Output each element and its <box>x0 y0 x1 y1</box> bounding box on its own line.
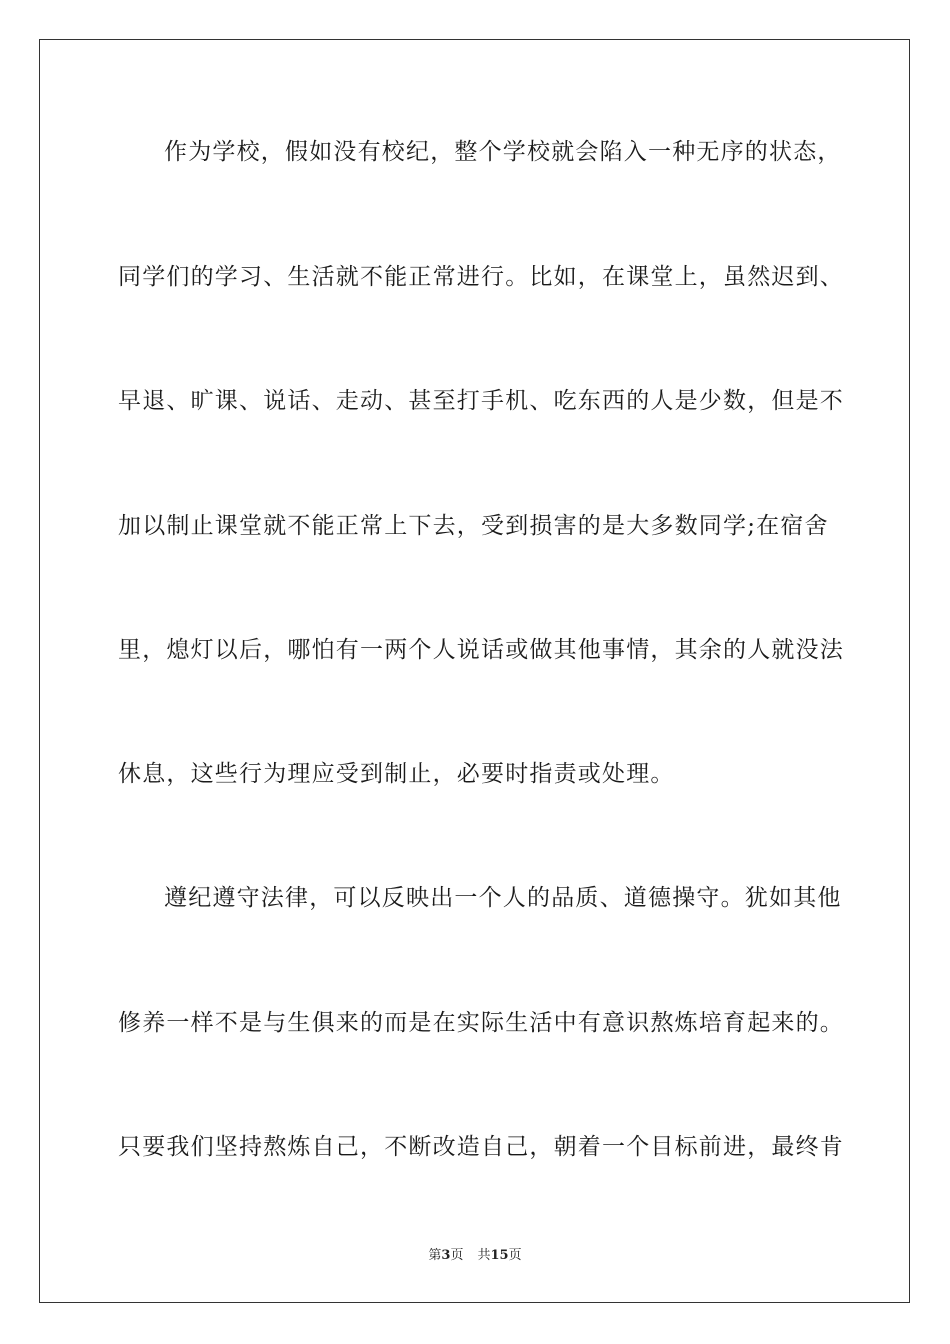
footer-page-suffix: 页 <box>450 1248 464 1263</box>
paragraph-2-line-2: 修养一样不是与生俱来的而是在实际生活中有意识熬炼培育起来的。 <box>118 1010 844 1036</box>
page-footer <box>0 1247 950 1265</box>
footer-total-suffix: 页 <box>508 1248 522 1263</box>
paragraph-1-line-4: 加以制止课堂就不能正常上下去，受到损害的是大多数同学;在宿舍 <box>118 513 829 539</box>
page-border <box>39 39 910 1303</box>
footer-total-prefix: 共 <box>477 1248 491 1263</box>
paragraph-2-line-3: 只要我们坚持熬炼自己，不断改造自己，朝着一个目标前进，最终肯 <box>118 1134 844 1160</box>
paragraph-2-line-1: 遵纪遵守法律，可以反映出一个人的品质、道德操守。犹如其他 <box>164 885 842 911</box>
paragraph-1-line-6: 休息，这些行为理应受到制止，必要时指责或处理。 <box>118 761 675 787</box>
paragraph-1-line-5: 里，熄灯以后，哪怕有一两个人说话或做其他事情，其余的人就没法 <box>118 637 844 663</box>
footer-page-prefix: 第 <box>428 1248 442 1263</box>
paragraph-1-line-3: 早退、旷课、说话、走动、甚至打手机、吃东西的人是少数，但是不 <box>118 388 844 414</box>
paragraph-1-line-2: 同学们的学习、生活就不能正常进行。比如，在课堂上，虽然迟到、 <box>118 264 844 290</box>
footer-total-number: 15 <box>490 1248 509 1263</box>
footer-page-number: 3 <box>441 1248 451 1263</box>
paragraph-1-line-1: 作为学校，假如没有校纪，整个学校就会陷入一种无序的状态， <box>164 139 842 165</box>
